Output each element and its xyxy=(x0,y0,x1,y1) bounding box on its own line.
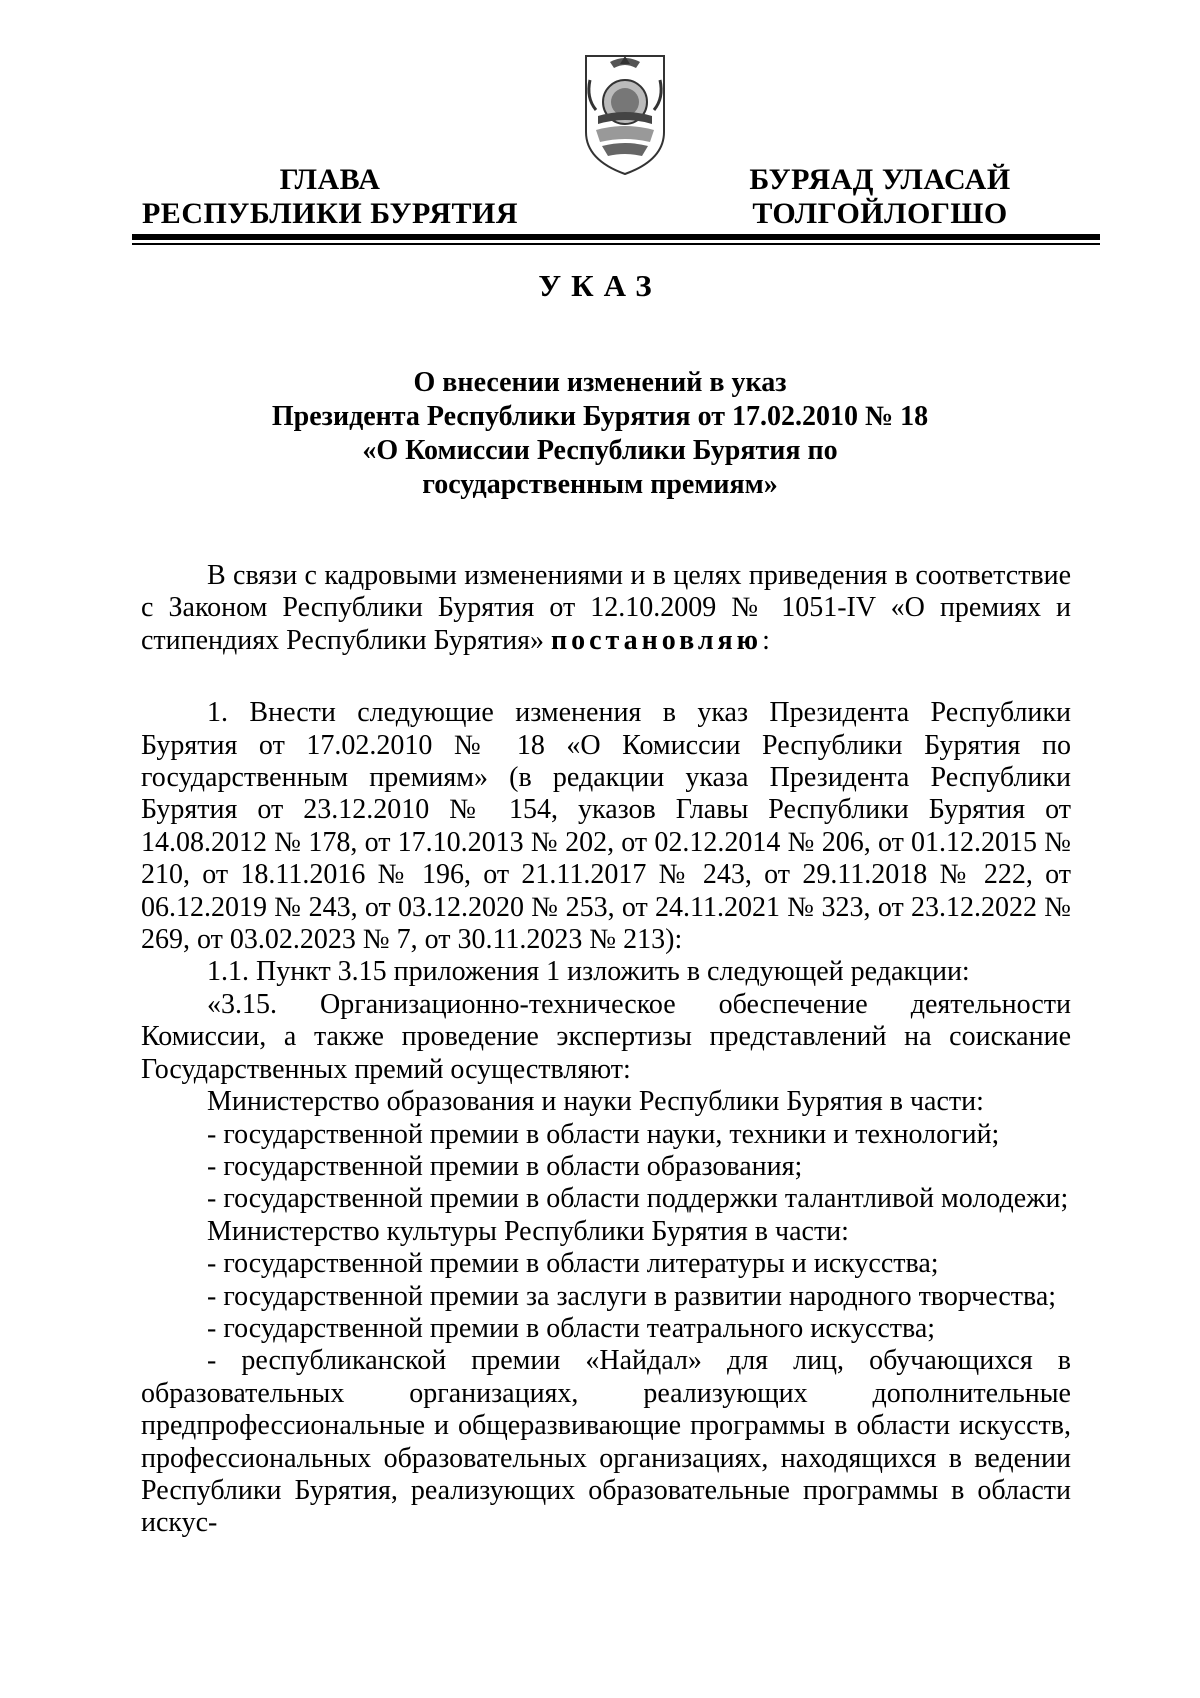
list-item: - государственной премии в области театрального искусства; xyxy=(207,1312,936,1344)
title-line: О внесении изменений в указ xyxy=(413,367,787,398)
issuer-title-ru xyxy=(130,163,530,231)
decree-word: постановляю xyxy=(550,624,763,656)
preamble xyxy=(141,560,1071,657)
list-item: - государственной премии в области литературы и искусства; xyxy=(207,1248,939,1280)
header-rule-thin xyxy=(132,243,1100,245)
header-rule xyxy=(132,234,1100,240)
issuer-line-1: БУРЯАД УЛАСАЙ xyxy=(749,163,1011,196)
issuer-title-bua xyxy=(700,163,1060,231)
document-type: УКАЗ xyxy=(538,268,662,303)
list-item: - государственной премии в области науки, техники и технологий; xyxy=(207,1118,1000,1150)
preamble-text: В связи с кадровыми изменениями и в целях приведения в соответствие с Законом Республики Бурятия от 12.10.2009 № 1051-IV «О премиях и стипендиях Республики Бурятия» xyxy=(141,560,1071,656)
paragraph: Министерство образования и науки Республики Бурятия в части: xyxy=(207,1086,984,1118)
title-line: государственным премиям» xyxy=(422,469,778,500)
issuer-line-2: ТОЛГОЙЛОГШО xyxy=(752,197,1008,230)
paragraph: «3.15. Организационно-техническое обеспечение деятельности Комиссии, а также проведение экспертизы представлений на соискание Государственных премий осуществляют: xyxy=(141,988,1071,1085)
issuer-line-2: РЕСПУБЛИКИ БУРЯТИЯ xyxy=(141,197,519,230)
title-line: «О Комиссии Республики Бурятия по xyxy=(362,435,838,466)
issuer-line-1: ГЛАВА xyxy=(279,163,381,196)
paragraph: 1.1. Пункт 3.15 приложения 1 изложить в следующей редакции: xyxy=(207,956,970,988)
document-title xyxy=(200,366,1000,502)
preamble-tail: : xyxy=(762,624,770,656)
list-item: - государственной премии за заслуги в развитии народного творчества; xyxy=(207,1280,1057,1312)
list-item: - государственной премии в области образования; xyxy=(207,1150,803,1182)
list-item: - государственной премии в области поддержки талантливой молодежи; xyxy=(207,1183,1069,1215)
paragraph: 1. Внести следующие изменения в указ Президента Республики Бурятия от 17.02.2010 № 18 «О Комиссии Республики Бурятия по государственным премиям» (в редакции указа Президента Республики Бурятия от 23.12.2010 № 154, указов Главы Республики Бурятия от 14.08.2012 № 178, от 17.10.2013 № 202, от 02.12.2014 № 206, от 01.12.2015 № 210, от 18.11.2016 № 196, от 21.11.2017 № 243, от 29.11.2018 № 222, от 06.12.2019 № 243, от 03.12.2020 № 253, от 24.11.2021 № 323, от 23.12.2022 № 269, от 03.02.2023 № 7, от 30.11.2023 № 213): xyxy=(141,697,1071,956)
coat-of-arms-icon xyxy=(580,52,670,178)
paragraph-gap xyxy=(141,657,1071,697)
paragraph: Министерство культуры Республики Бурятия в части: xyxy=(207,1215,849,1247)
document-body xyxy=(141,560,1071,1540)
list-item: - республиканской премии «Найдал» для лиц, обучающихся в образовательных организациях, реализующих дополнительные предпрофессиональные и общеразвивающие программы в области искусств, профессиональных образовательных организациях, находящихся в ведении Республики Бурятия, реализующих образовательные программы в области искус- xyxy=(141,1345,1071,1539)
title-line: Президента Республики Бурятия от 17.02.2010 № 18 xyxy=(271,401,929,432)
